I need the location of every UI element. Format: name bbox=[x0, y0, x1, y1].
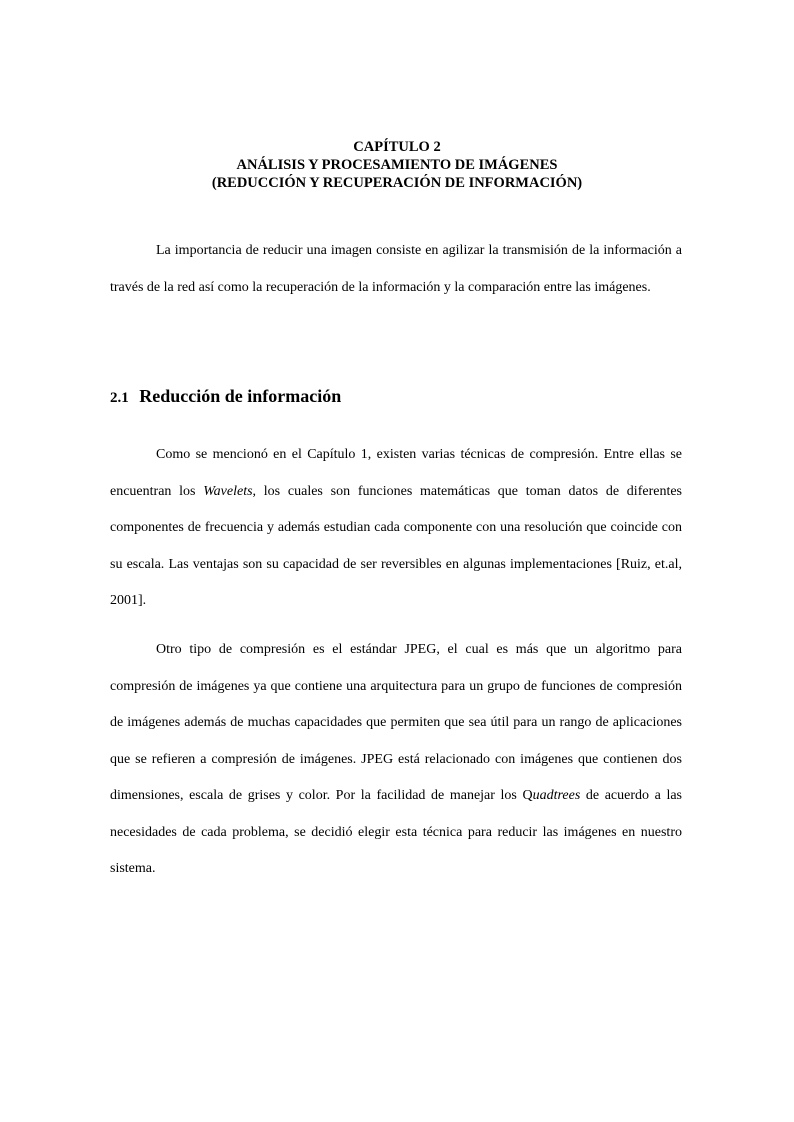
section-title: Reducción de información bbox=[139, 386, 342, 406]
paragraph-jpeg-text-2: de acuerdo a las necesidades de cada problema, se decidió elegir esta técnica para reducir las imágenes en nuestro sistema. bbox=[110, 788, 682, 876]
paragraph-wavelets-text-2: , los cuales son funciones matemáticas que toman datos de diferentes componentes de frecuencia y además estudian cada componente con una resolución que coincide con su escala. Las ventajas son su capacidad de ser reversibles en algunas implementaciones [Ruiz, et.al, 2001]. bbox=[110, 483, 682, 608]
chapter-title: ANÁLISIS Y PROCESAMIENTO DE IMÁGENES bbox=[236, 157, 558, 173]
chapter-number: CAPÍTULO 2 bbox=[353, 139, 441, 155]
intro-paragraph-text: La importancia de reducir una imagen consiste en agilizar la transmisión de la información a través de la red así como la recuperación de la información y la comparación entre las imágenes. bbox=[110, 243, 682, 295]
chapter-heading bbox=[110, 138, 684, 192]
paragraph-wavelets-text-1: Como se mencionó en el Capítulo 1, existen varias técnicas de compresión. Entre ellas se encuentran los bbox=[110, 447, 682, 499]
paragraph-jpeg-text-1: Otro tipo de compresión es el estándar JPEG, el cual es más que un algoritmo para compresión de imágenes ya que contiene una arquitectura para un grupo de funciones de compresión de imágenes además de muchas capacidades que permiten que sea útil para un rango de aplicaciones que se refieren a compresión de imágenes. JPEG está relacionado con imágenes que contienen dos dimensiones, escala de grises y color. Por la facilidad de manejar los Q bbox=[110, 642, 682, 803]
paragraph-jpeg bbox=[110, 632, 682, 888]
paragraph-wavelets bbox=[110, 437, 682, 620]
section-heading bbox=[110, 384, 341, 410]
paragraph-jpeg-italic: uadtrees bbox=[532, 788, 581, 803]
intro-paragraph bbox=[110, 233, 682, 306]
chapter-subtitle: (REDUCCIÓN Y RECUPERACIÓN DE INFORMACIÓN) bbox=[211, 175, 583, 191]
section-number: 2.1 bbox=[110, 390, 129, 406]
paragraph-wavelets-italic: Wavelets bbox=[203, 483, 253, 499]
